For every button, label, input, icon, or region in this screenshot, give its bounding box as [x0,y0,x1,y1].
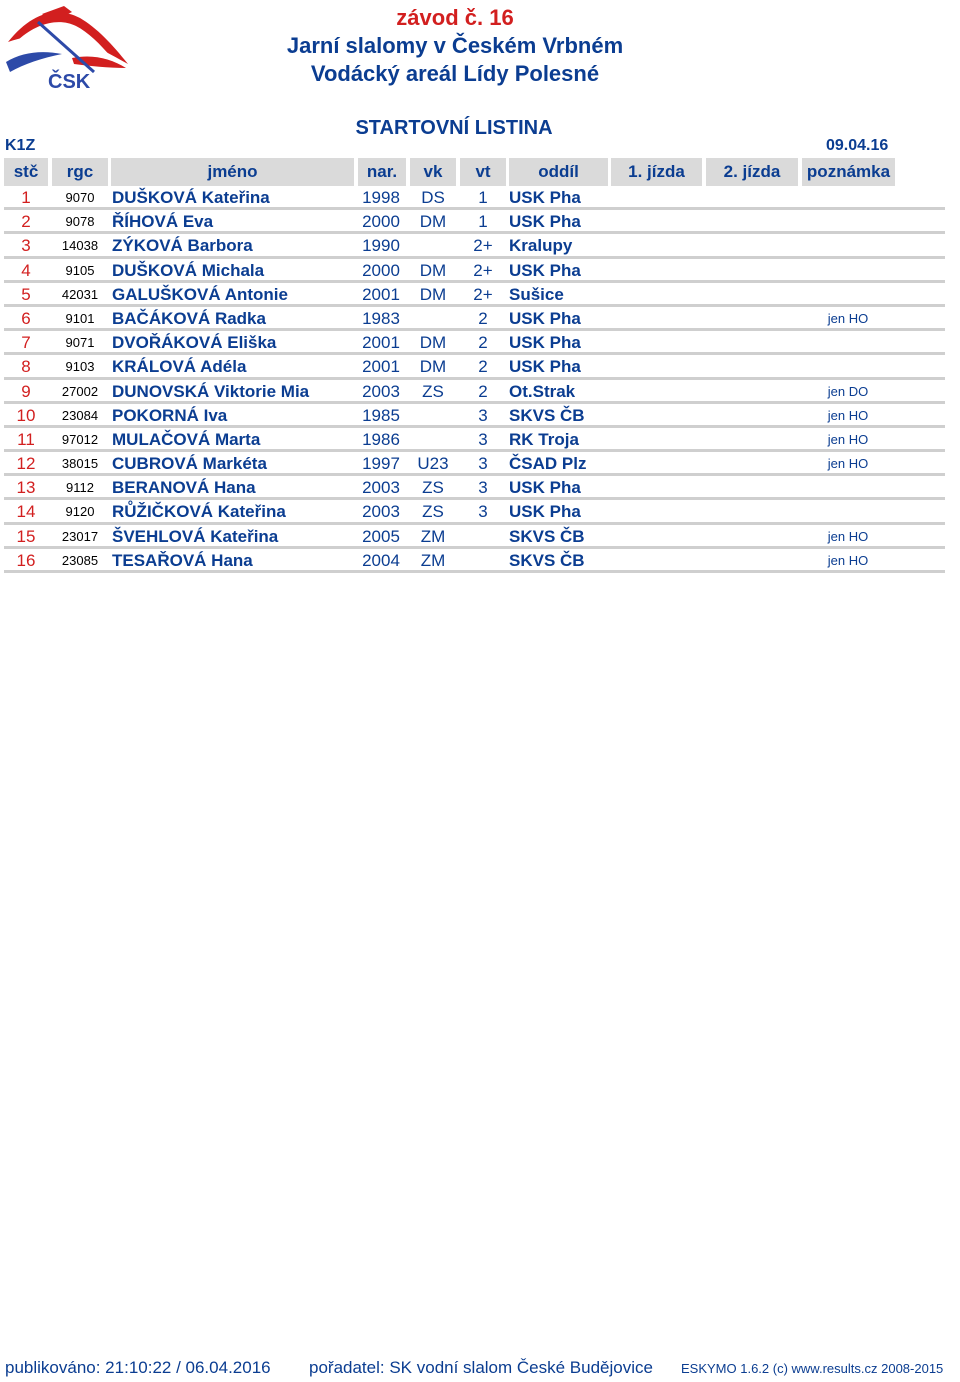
cell-note: jen HO [827,528,869,544]
cell-vk: DM [419,212,447,232]
cell-name: DUŠKOVÁ Kateřina [112,188,270,207]
cell-name: RŮŽIČKOVÁ Kateřina [112,502,286,522]
col-header-run1: 1. jízda [611,158,702,186]
logo-text: ČSK [48,71,91,92]
category-label: K1Z [5,137,36,154]
cell-stc: 12 [16,454,36,474]
cell-name: TESAŘOVÁ Hana [112,550,253,570]
col-header-note: poznámka [802,158,895,186]
cell-oddil: SKVS ČB [509,526,585,546]
cell-vt: 2+ [473,236,493,256]
cell-rgc: 97012 [61,431,99,447]
cell-stc: 5 [21,284,31,304]
published-timestamp: publikováno: 21:10:22 / 06.04.2016 [5,1358,271,1377]
cell-stc: 8 [21,357,31,377]
col-header-name: jméno [111,158,354,186]
cell-vt: 1 [478,212,488,232]
table-row [4,380,945,404]
cell-vt: 2+ [473,284,493,304]
cell-oddil: USK Pha [509,212,581,232]
cell-vt: 2 [478,357,488,377]
col-header-vt: vt [460,158,506,186]
cell-name: DUNOVSKÁ Viktorie Mia [112,381,310,401]
cell-stc: 16 [16,550,36,570]
cell-stc: 9 [21,381,31,401]
race-number: závod č. 16 [396,5,514,30]
cell-oddil: USK Pha [509,260,581,280]
cell-nar: 1986 [362,429,400,449]
cell-oddil: USK Pha [509,333,581,353]
table-row [4,428,945,452]
table-row [4,210,945,234]
table-row [4,452,945,476]
col-header-stc: stč [4,158,48,186]
col-header-run2: 2. jízda [706,158,798,186]
cell-note: jen HO [827,407,869,423]
cell-vt: 3 [478,429,488,449]
table-row [4,234,945,258]
cell-name: ZÝKOVÁ Barbora [112,236,253,256]
race-date: 09.04.16 [826,137,889,154]
cell-rgc: 9112 [66,480,94,496]
table-row [4,331,945,355]
cell-rgc: 9103 [65,359,95,375]
table-row [4,404,945,428]
cell-note: jen HO [827,431,869,447]
cell-rgc: 9105 [65,262,95,278]
cell-nar: 2000 [362,212,400,232]
cell-oddil: Ot.Strak [509,381,576,401]
cell-stc: 4 [21,260,31,280]
cell-nar: 2000 [362,260,400,280]
cell-name: KRÁLOVÁ Adéla [112,357,247,377]
cell-rgc: 9101 [65,310,95,326]
table-row [4,259,945,283]
cell-nar: 1997 [362,454,400,474]
cell-rgc: 23017 [61,528,99,544]
cell-name: DUŠKOVÁ Michala [112,260,265,280]
cell-vt: 2 [478,333,488,353]
cell-name: POKORNÁ Iva [112,405,228,425]
cell-oddil: USK Pha [509,188,581,207]
cell-nar: 2001 [362,357,400,377]
table-row [4,525,945,549]
col-header-nar: nar. [358,158,406,186]
cell-name: MULAČOVÁ Marta [112,429,261,449]
cell-vk: DM [419,357,447,377]
cell-stc: 2 [21,212,31,232]
cell-oddil: USK Pha [509,502,581,522]
cell-stc: 15 [16,526,36,546]
cell-vt: 2+ [473,260,493,280]
cell-oddil: ČSAD Plz [509,454,587,474]
cell-nar: 2001 [362,284,400,304]
cell-stc: 13 [16,478,36,498]
cell-vk: DM [419,333,447,353]
software-credit: ESKYMO 1.6.2 (c) www.results.cz 2008-2015 [681,1361,944,1376]
cell-vt: 3 [478,405,488,425]
cell-note: jen HO [827,456,869,472]
cell-rgc: 23085 [61,552,99,568]
table-row [4,283,945,307]
cell-stc: 3 [21,236,31,256]
cell-nar: 2003 [362,381,400,401]
cell-rgc: 9070 [65,190,95,205]
cell-vt: 1 [478,188,488,207]
cell-stc: 10 [16,405,36,425]
cell-nar: 2001 [362,333,400,353]
cell-nar: 2003 [362,502,400,522]
cell-vk: DM [419,260,447,280]
cell-rgc: 42031 [61,286,99,302]
col-header-vk: vk [410,158,456,186]
cell-vk: DM [419,284,447,304]
cell-nar: 1985 [362,405,400,425]
cell-vk: U23 [417,454,449,474]
cell-oddil: SKVS ČB [509,550,585,570]
cell-nar: 1998 [362,188,400,207]
cell-oddil: Sušice [509,284,564,304]
start-list-table [4,186,945,573]
cell-name: GALUŠKOVÁ Antonie [112,284,288,304]
cell-name: BAČÁKOVÁ Radka [112,308,266,328]
cell-stc: 1 [21,188,31,207]
cell-vk: ZS [422,381,444,401]
cell-name: BERANOVÁ Hana [112,478,256,498]
cell-nar: 2005 [362,526,400,546]
cell-vt: 3 [478,502,488,522]
race-title [230,4,680,88]
cell-vt: 2 [478,308,488,328]
cell-vk: ZS [422,478,444,498]
cell-vk: DS [421,188,445,207]
cell-vk: ZS [422,502,444,522]
cell-note: jen HO [827,310,869,326]
cell-name: DVOŘÁKOVÁ Eliška [112,333,277,353]
cell-rgc: 23084 [61,407,99,423]
cell-vt: 2 [478,381,488,401]
cell-name: CUBROVÁ Markéta [112,454,267,474]
table-row [4,476,945,500]
cell-oddil: RK Troja [509,429,579,449]
cell-oddil: SKVS ČB [509,405,585,425]
cell-rgc: 14038 [61,238,99,254]
cell-name: ŠVEHLOVÁ Kateřina [112,526,279,546]
col-header-rgc: rgc [52,158,108,186]
list-title: STARTOVNÍ LISTINA [355,117,553,139]
cell-rgc: 9120 [65,504,95,520]
cell-rgc: 9078 [65,214,95,230]
cell-stc: 14 [16,502,36,522]
table-row [4,355,945,379]
csk-logo [2,2,130,92]
cell-rgc: 9071 [65,335,95,351]
cell-nar: 2004 [362,550,400,570]
cell-note: jen DO [827,383,869,399]
cell-stc: 11 [17,429,35,449]
cell-vk: ZM [420,526,446,546]
table-row [4,307,945,331]
table-row [4,186,945,210]
cell-note: jen HO [827,552,869,568]
table-row [4,549,945,573]
cell-vk: ZM [420,550,446,570]
cell-oddil: Kralupy [509,236,573,256]
cell-name: ŘÍHOVÁ Eva [112,212,214,232]
race-venue: Vodácký areál Lídy Polesné [310,61,600,86]
cell-vt: 3 [478,454,488,474]
col-header-oddil: oddíl [509,158,608,186]
table-row [4,500,945,524]
cell-oddil: USK Pha [509,478,581,498]
cell-stc: 7 [21,333,31,353]
cell-stc: 6 [21,308,31,328]
cell-rgc: 38015 [61,456,99,472]
cell-nar: 1990 [362,236,400,256]
cell-rgc: 27002 [61,383,99,399]
cell-oddil: USK Pha [509,357,581,377]
cell-nar: 2003 [362,478,400,498]
cell-vt: 3 [478,478,488,498]
organizer: pořadatel: SK vodní slalom České Budějovice [309,1358,653,1377]
cell-oddil: USK Pha [509,308,581,328]
race-name: Jarní slalomy v Českém Vrbném [286,33,624,58]
cell-nar: 1983 [362,308,400,328]
